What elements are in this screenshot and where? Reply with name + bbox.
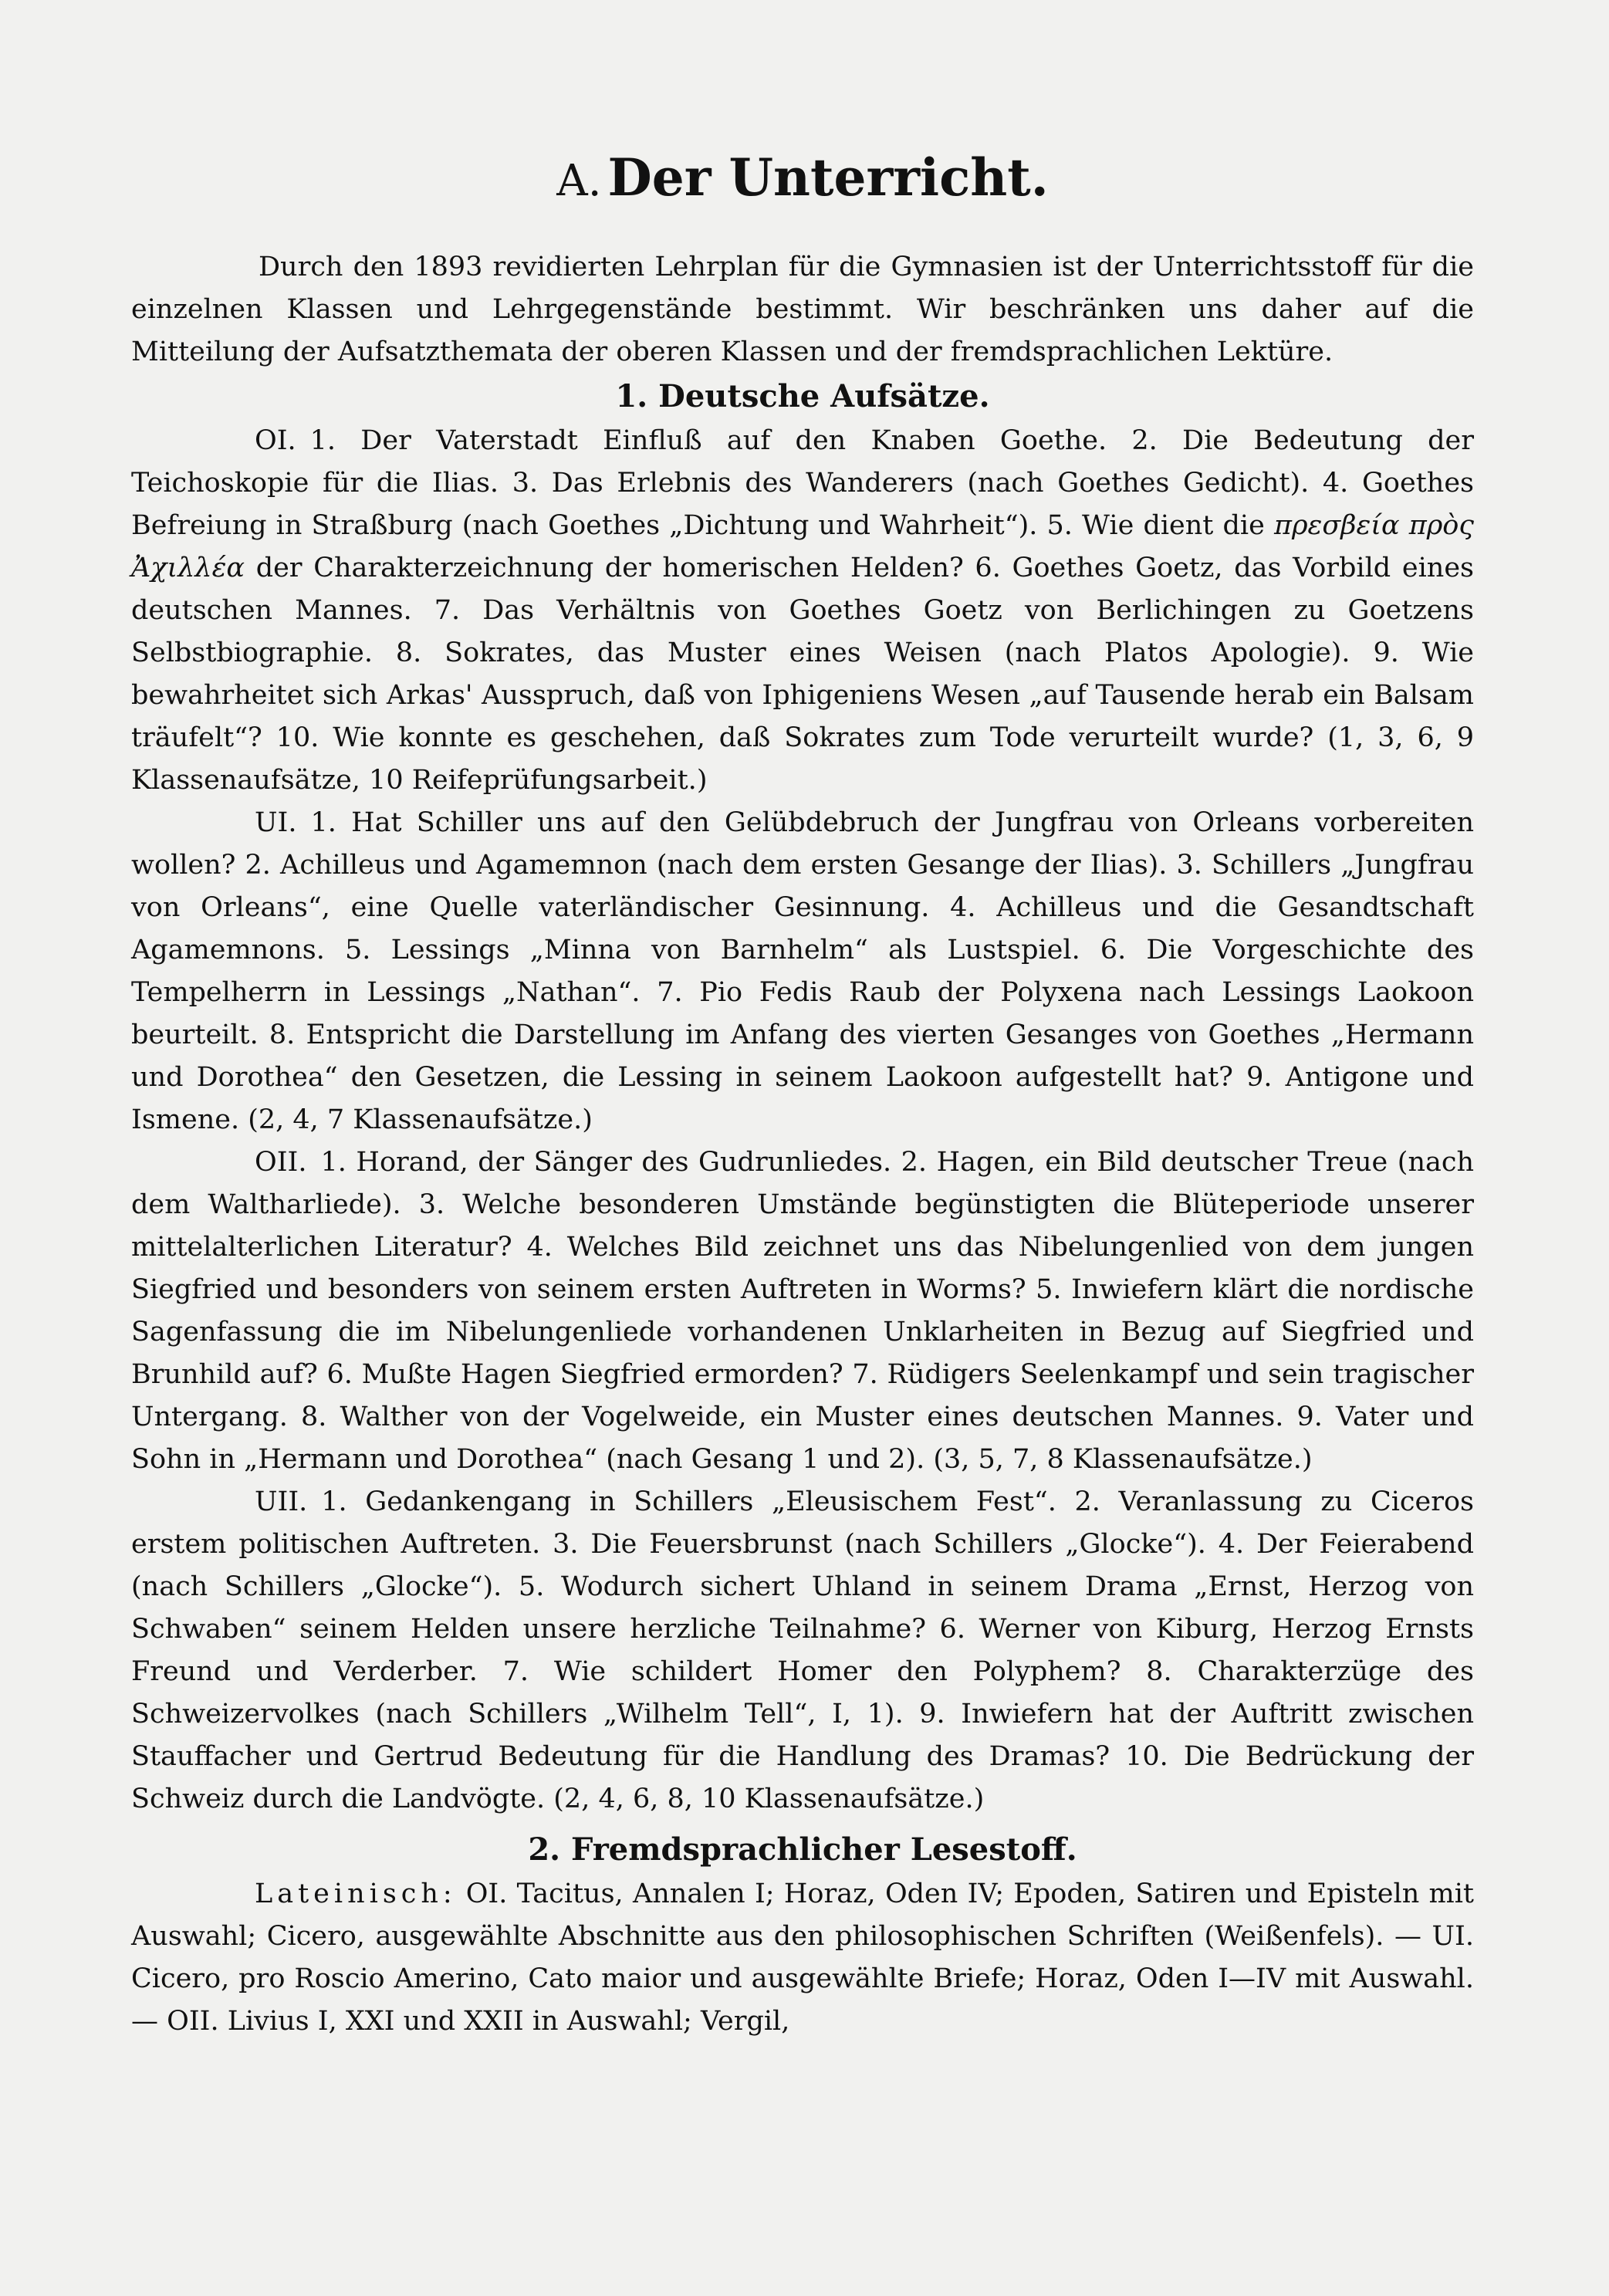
class-label-oi: OI. bbox=[255, 425, 296, 456]
class-label-uii: UII. bbox=[255, 1486, 308, 1517]
ui-text: 1. Hat Schiller uns auf den Gelübdebruch der Jungfrau von Orleans vorbereiten wollen? 2. Achilleus und Agamemnon (nach dem ersten Gesange der Ilias). 3. Schillers „Jungfrau von Orleans“, eine Quelle vaterländischer Gesinnung. 4. Achilleus und die Gesandtschaft Agamemnons. 5. Lessings „Minna von Barnhelm“ als Lustspiel. 6. Die Vorgeschichte des Tempelherrn in Lessings „Nathan“. 7. Pio Fedis Raub der Polyxena nach Lessings Laokoon beurteilt. 8. Entspricht die Darstellung im Anfang des vierten Gesanges von Goethes „Hermann und Dorothea“ den Gesetzen, die Lessing in seinem Laokoon aufgestellt hat? 9. Antigone und Ismene. (2, 4, 7 Klassenaufsätze.) bbox=[131, 807, 1474, 1135]
paragraph-latin bbox=[131, 1873, 1474, 2043]
paragraph-uii bbox=[131, 1481, 1474, 1821]
class-label-ui: UI. bbox=[255, 807, 297, 838]
paragraph-oi bbox=[131, 420, 1474, 802]
latin-text: OI. Tacitus, Annalen I; Horaz, Oden IV; Epoden, Satiren und Episteln mit Auswahl; Cicero, ausgewählte Abschnitte aus den philosophischen Schriften (Weißenfels). — UI. Cicero, pro Roscio Amerino, Cato maior und ausgewählte Briefe; Horaz, Oden I—IV mit Auswahl. — OII. Livius I, XXI und XXII in Auswahl; Vergil, bbox=[131, 1878, 1474, 2037]
section-title-fremdsprachlicher-lesestoff: 2. Fremdsprachlicher Lesestoff. bbox=[528, 1831, 1077, 1868]
oi-text-part1: 1. Der Vaterstadt Einfluß auf den Knaben Goethe. 2. Die Bedeutung der Teichoskopie für die Ilias. 3. Das Erlebnis des Wanderers (nach Goethes Gedicht). 4. Goethes Befreiung in Straßburg (nach Goethes „Dichtung und Wahrheit“). 5. Wie dient die bbox=[131, 425, 1474, 541]
latin-label: Lateinisch: bbox=[255, 1878, 457, 1909]
oii-text: 1. Horand, der Sänger des Gudrunliedes. 2. Hagen, ein Bild deutscher Treue (nach dem Waltharliede). 3. Welche besonderen Umstände begünstigten die Blüteperiode unserer mittelalterlichen Literatur? 4. Welches Bild zeichnet uns das Nibelungenlied von dem jungen Siegfried und besonders von seinem ersten Auftreten in Worms? 5. Inwiefern klärt die nordische Sagenfassung die im Nibelungenliede vorhandenen Unklarheiten in Bezug auf Siegfried und Brunhild auf? 6. Mußte Hagen Siegfried ermorden? 7. Rüdigers Seelenkampf und sein tragischer Untergang. 8. Walther von der Vogelweide, ein Muster eines deutschen Mannes. 9. Vater und Sohn in „Hermann und Dorothea“ (nach Gesang 1 und 2). (3, 5, 7, 8 Klassenaufsätze.) bbox=[131, 1147, 1474, 1475]
paragraph-oii bbox=[131, 1141, 1474, 1481]
intro-paragraph: Durch den 1893 revidierten Lehrplan für die Gymnasien ist der Unterrichtsstoff für die einzelnen Klassen und Lehrgegenstände bestimmt. Wir beschränken uns daher auf die Mitteilung der Aufsatzthemata der oberen Klassen und der fremdsprachlichen Lektüre. bbox=[131, 252, 1474, 367]
class-label-oii: OII. bbox=[255, 1147, 307, 1178]
title-letter: A. bbox=[556, 156, 602, 206]
page-content bbox=[131, 147, 1474, 2043]
title-text: Der Unterricht. bbox=[607, 147, 1049, 208]
oi-text-part2: der Charakterzeichnung der homerischen Helden? 6. Goethes Goetz, das Vorbild eines deutschen Mannes. 7. Das Verhältnis von Goethes Goetz von Berlichingen zu Goetzens Selbstbiographie. 8. Sokrates, das Muster eines Weisen (nach Platos Apologie). 9. Wie bewahrheitet sich Arkas' Ausspruch, daß von Iphigeniens Wesen „auf Tausende herab ein Balsam träufelt“? 10. Wie konnte es geschehen, daß Sokrates zum Tode verurteilt wurde? (1, 3, 6, 9 Klassenaufsätze, 10 Reifeprüfungsarbeit.) bbox=[131, 553, 1474, 796]
section-title-deutsche-aufsaetze: 1. Deutsche Aufsätze. bbox=[615, 378, 990, 414]
greek-quote: πρεσβεία πρὸς Ἀχιλλέα bbox=[131, 510, 1474, 583]
paragraph-ui bbox=[131, 802, 1474, 1141]
page-title bbox=[131, 147, 1474, 212]
uii-text: 1. Gedankengang in Schillers „Eleusischem Fest“. 2. Veranlassung zu Ciceros erstem politischen Auftreten. 3. Die Feuersbrunst (nach Schillers „Glocke“). 4. Der Feierabend (nach Schillers „Glocke“). 5. Wodurch sichert Uhland in seinem Drama „Ernst, Herzog von Schwaben“ seinem Helden unsere herzliche Teilnahme? 6. Werner von Kiburg, Herzog Ernsts Freund und Verderber. 7. Wie schildert Homer den Polyphem? 8. Charakterzüge des Schweizervolkes (nach Schillers „Wilhelm Tell“, I, 1). 9. Inwiefern hat der Auftritt zwischen Stauffacher und Gertrud Bedeutung für die Handlung des Dramas? 10. Die Bedrückung der Schweiz durch die Landvögte. (2, 4, 6, 8, 10 Klassenaufsätze.) bbox=[131, 1486, 1474, 1814]
